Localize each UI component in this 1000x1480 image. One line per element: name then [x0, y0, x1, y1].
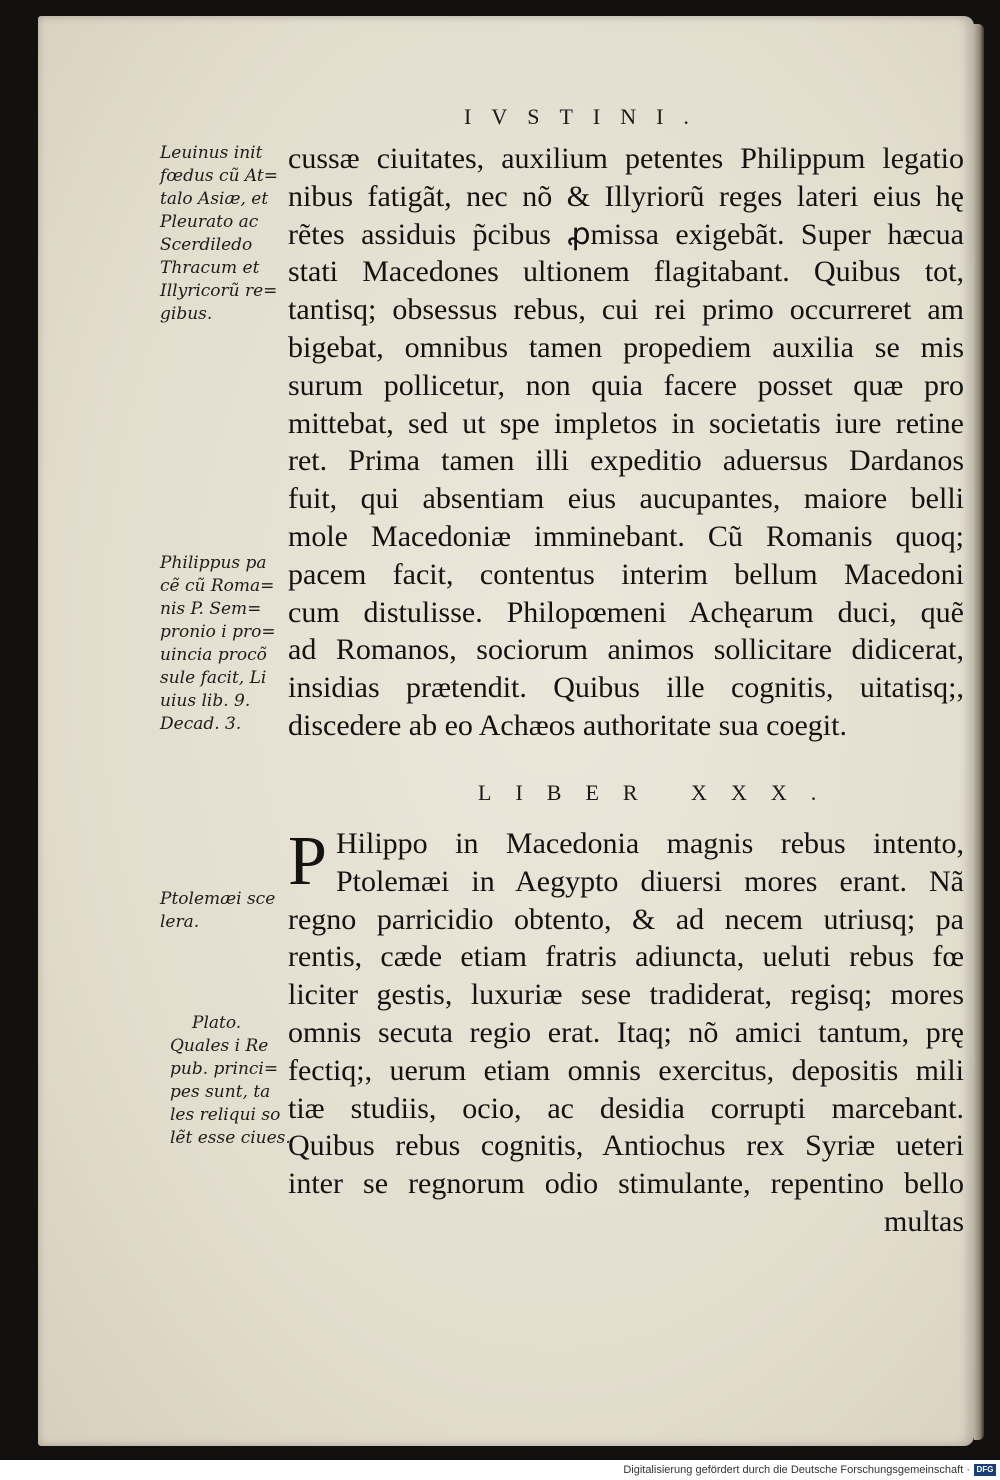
text-line: bigebat, omnibus tamen propediem auxilia se mis [288, 330, 964, 364]
marginal-note: Ptolemæi sce lera. [160, 889, 276, 932]
page-edge [974, 24, 984, 1440]
text-line: discedere ab eo Achæos authoritate sua coegit. [288, 708, 847, 742]
marginal-note: Philippus pa cẽ cũ Roma= nis P. Sem= pronio i pro= uincia procõ sule facit, Li uius lib. 9. Decad. 3. [160, 553, 276, 734]
text-line: ret. Prima tamen illi expeditio aduersus Dardanos [288, 444, 964, 478]
marginal-note: Plato. Quales i Re pub. princi= pes sunt, ta les reliqui so lẽt esse ciues. [170, 1013, 291, 1148]
marginal-note: Leuinus init fœdus cũ At= talo Asiæ, et Pleurato ac Scerdiledo Thracum et Illyricorũ re= gibus. [160, 143, 278, 324]
book-heading: LIBER XXX. [478, 780, 841, 805]
liber-text-block [288, 825, 964, 1241]
text-line: surum pollicetur, non quia facere posset quæ pro [288, 368, 964, 402]
funding-credit: Digitalisierung gefördert durch die Deutsche Forschungsgemeinschaft · [623, 1464, 970, 1476]
text-line: fectiq;, uerum etiam omnis exercitus, depositis mili [288, 1053, 964, 1087]
main-text-block [288, 140, 964, 745]
text-line: mole Macedoniæ imminebant. Cũ Romanis quoq; [288, 519, 964, 553]
text-line: mittebat, sed ut spe impletos in societatis iure retine [288, 406, 964, 440]
text-line: inter se regnorum odio stimulante, repentino bello [288, 1167, 964, 1201]
text-line: fuit, qui absentiam eius aucupantes, maiore belli [288, 482, 964, 516]
footer-bar [0, 1460, 1000, 1480]
text-line: insidias prætendit. Quibus ille cognitis, uitatisq;, [288, 671, 964, 705]
text-line: Hilippo in Macedonia magnis rebus intento, [336, 827, 964, 860]
text-line: stati Macedones ultionem flagitabant. Quibus tot, [288, 255, 964, 289]
text-line: Ptolemæi in Aegypto diuersi mores erant. Nã [336, 864, 964, 898]
running-head: IVSTINI. [464, 104, 709, 129]
text-line: cussæ ciuitates, auxilium petentes Philippum legatio [288, 142, 964, 175]
text-line: regno parricidio obtento, & ad necem utriusq; pa [288, 902, 964, 936]
catchword: multas [884, 1204, 964, 1238]
text-line: cum distulisse. Philopœmeni Achęarum duci, quẽ [288, 595, 964, 629]
text-line: rẽtes assiduis p̃cibus ꝓmissa exigebãt. Super hæcua [288, 217, 964, 251]
text-line: tantisq; obsessus rebus, cui rei primo occurreret am [288, 293, 964, 327]
text-line: pacem facit, contentus interim bellum Macedoni [288, 557, 964, 591]
text-line: Quibus rebus cognitis, Antiochus rex Syriæ ueteri [288, 1129, 964, 1163]
dfg-logo-icon: DFG [974, 1464, 996, 1476]
text-line: tiæ studiis, ocio, ac desidia corrupti marcebant. [288, 1091, 964, 1125]
text-line: ad Romanos, sociorum animos sollicitare didicerat, [288, 633, 964, 667]
drop-cap: P [288, 823, 327, 900]
text-line: rentis, cæde etiam fratris adiuncta, ueluti rebus fœ [288, 940, 964, 974]
text-line: nibus fatigãt, nec nõ & Illyriorũ reges lateri eius hę [288, 179, 964, 213]
text-line: omnis secuta regio erat. Itaq; nõ amici tantum, prę [288, 1015, 964, 1049]
text-line: liciter gestis, luxuriæ sese tradiderat, regisq; mores [288, 978, 964, 1012]
